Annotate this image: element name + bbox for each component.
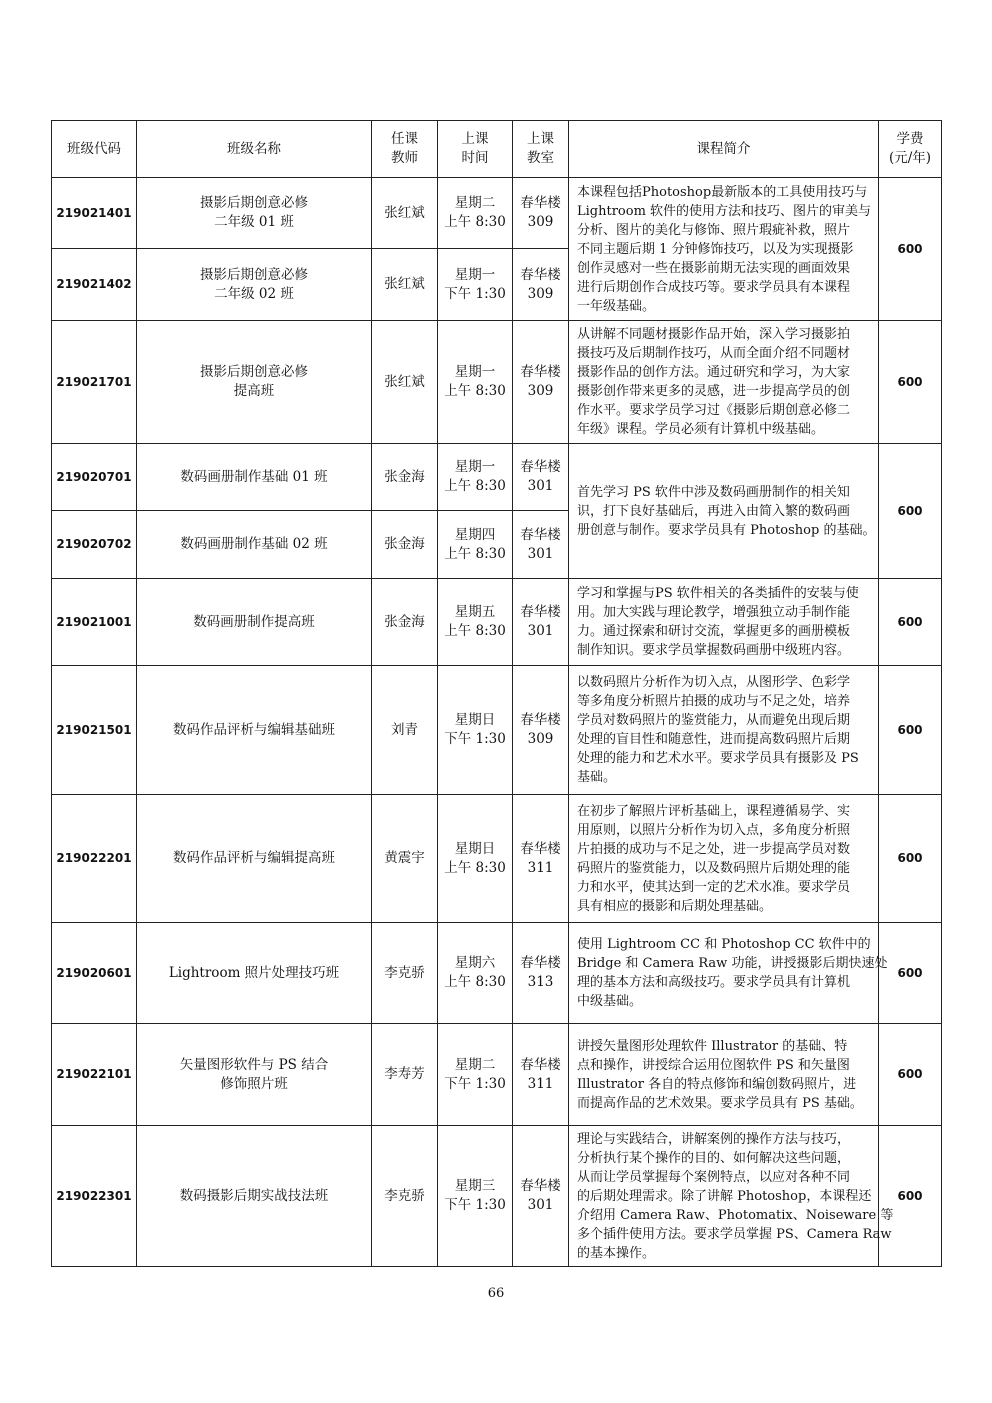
header-row bbox=[52, 121, 942, 178]
class-time: 星期日 下午 1:30 bbox=[438, 666, 513, 795]
class-time: 星期二 上午 8:30 bbox=[438, 178, 513, 249]
teacher: 李克骄 bbox=[372, 1126, 438, 1267]
class-name: 数码画册制作提高班 bbox=[137, 579, 372, 666]
classroom: 春华楼 301 bbox=[513, 511, 569, 579]
class-time: 星期六 上午 8:30 bbox=[438, 923, 513, 1024]
table-row bbox=[52, 321, 942, 444]
course-intro: 学习和掌握与PS 软件相关的各类插件的安装与使 用。加大实践与理论教学，增强独立动手制作能 力。通过探索和研讨交流，掌握更多的画册模板 制作知识。要求学员掌握数码画册中级班内容。 bbox=[569, 579, 879, 666]
tuition-fee: 600 bbox=[879, 1126, 942, 1267]
teacher: 李克骄 bbox=[372, 923, 438, 1024]
teacher: 张红斌 bbox=[372, 178, 438, 249]
teacher: 黄震宇 bbox=[372, 795, 438, 923]
course-intro: 讲授矢量图形处理软件 Illustrator 的基础、特 点和操作，讲授综合运用位图软件 PS 和矢量图 Illustrator 各自的特点修饰和编创数码照片，进 而提高作品的艺术效果。要求学员具有 PS 基础。 bbox=[569, 1024, 879, 1126]
header-intro: 课程简介 bbox=[569, 121, 879, 178]
class-name: 数码摄影后期实战技法班 bbox=[137, 1126, 372, 1267]
tuition-fee: 600 bbox=[879, 321, 942, 444]
table-row bbox=[52, 579, 942, 666]
classroom: 春华楼 309 bbox=[513, 178, 569, 249]
teacher: 张金海 bbox=[372, 511, 438, 579]
class-code: 219020601 bbox=[52, 923, 137, 1024]
tuition-fee: 600 bbox=[879, 1024, 942, 1126]
class-time: 星期一 上午 8:30 bbox=[438, 444, 513, 511]
classroom: 春华楼 301 bbox=[513, 579, 569, 666]
class-time: 星期三 下午 1:30 bbox=[438, 1126, 513, 1267]
classroom: 春华楼 309 bbox=[513, 249, 569, 321]
classroom: 春华楼 311 bbox=[513, 795, 569, 923]
class-code: 219020702 bbox=[52, 511, 137, 579]
table-row bbox=[52, 444, 942, 511]
course-intro: 从讲解不同题材摄影作品开始，深入学习摄影拍 摄技巧及后期制作技巧，从而全面介绍不同题材 摄影作品的创作方法。通过研究和学习，为大家 摄影创作带来更多的灵感，进一步提高学员的创 作水平。要求学员学习过《摄影后期创意必修二 年级》课程。学员必须有计算机中级基础。 bbox=[569, 321, 879, 444]
teacher: 张红斌 bbox=[372, 321, 438, 444]
class-code: 219022201 bbox=[52, 795, 137, 923]
tuition-fee: 600 bbox=[879, 923, 942, 1024]
tuition-fee: 600 bbox=[879, 666, 942, 795]
classroom: 春华楼 309 bbox=[513, 666, 569, 795]
header-name: 班级名称 bbox=[137, 121, 372, 178]
tuition-fee: 600 bbox=[879, 579, 942, 666]
class-time: 星期五 上午 8:30 bbox=[438, 579, 513, 666]
table-row bbox=[52, 1024, 942, 1126]
class-time: 星期一 下午 1:30 bbox=[438, 249, 513, 321]
class-time: 星期四 上午 8:30 bbox=[438, 511, 513, 579]
table-row bbox=[52, 795, 942, 923]
tuition-fee: 600 bbox=[879, 444, 942, 579]
class-name: 数码画册制作基础 02 班 bbox=[137, 511, 372, 579]
header-code: 班级代码 bbox=[52, 121, 137, 178]
class-name: 摄影后期创意必修 二年级 02 班 bbox=[137, 249, 372, 321]
classroom: 春华楼 311 bbox=[513, 1024, 569, 1126]
class-time: 星期日 上午 8:30 bbox=[438, 795, 513, 923]
table-row bbox=[52, 1126, 942, 1267]
class-time: 星期二 下午 1:30 bbox=[438, 1024, 513, 1126]
class-code: 219021402 bbox=[52, 249, 137, 321]
class-code: 219021001 bbox=[52, 579, 137, 666]
header-fee: 学费 (元/年) bbox=[879, 121, 942, 178]
teacher: 李寿芳 bbox=[372, 1024, 438, 1126]
course-intro: 理论与实践结合，讲解案例的操作方法与技巧， 分析执行某个操作的目的、如何解决这些问题， 从而让学员掌握每个案例特点，以应对各种不同 的后期处理需求。除了讲解 Photoshop，本课程还 介绍用 Camera Raw、Photomatix、Noiseware 等 多个插件使用方法。要求学员掌握 PS、Camera Raw 的基本操作。 bbox=[569, 1126, 879, 1267]
class-name: 数码作品评析与编辑基础班 bbox=[137, 666, 372, 795]
class-name: 数码作品评析与编辑提高班 bbox=[137, 795, 372, 923]
teacher: 张金海 bbox=[372, 579, 438, 666]
course-intro: 以数码照片分析作为切入点，从图形学、色彩学 等多角度分析照片拍摄的成功与不足之处，培养 学员对数码照片的鉴赏能力，从而避免出现后期 处理的盲目性和随意性，进而提高数码照片后期 处理的能力和艺术水平。要求学员具有摄影及 PS 基础。 bbox=[569, 666, 879, 795]
classroom: 春华楼 301 bbox=[513, 444, 569, 511]
class-name: Lightroom 照片处理技巧班 bbox=[137, 923, 372, 1024]
table-row bbox=[52, 923, 942, 1024]
class-code: 219022301 bbox=[52, 1126, 137, 1267]
class-code: 219021401 bbox=[52, 178, 137, 249]
class-name: 矢量图形软件与 PS 结合 修饰照片班 bbox=[137, 1024, 372, 1126]
class-code: 219020701 bbox=[52, 444, 137, 511]
class-time: 星期一 上午 8:30 bbox=[438, 321, 513, 444]
classroom: 春华楼 301 bbox=[513, 1126, 569, 1267]
header-room: 上课 教室 bbox=[513, 121, 569, 178]
tuition-fee: 600 bbox=[879, 795, 942, 923]
course-intro: 本课程包括Photoshop最新版本的工具使用技巧与 Lightroom 软件的使用方法和技巧、图片的审美与 分析、图片的美化与修饰、照片瑕疵补救，照片 不同主题后期 1 分钟修饰技巧，以及为实现摄影 创作灵感对一些在摄影前期无法实现的画面效果 进行后期创作合成技巧等。要求学员具有本课程 一年级基础。 bbox=[569, 178, 879, 321]
class-name: 摄影后期创意必修 提高班 bbox=[137, 321, 372, 444]
class-code: 219022101 bbox=[52, 1024, 137, 1126]
page-number: 66 bbox=[487, 1286, 505, 1301]
course-intro: 在初步了解照片评析基础上，课程遵循易学、实 用原则，以照片分析作为切入点，多角度分析照 片拍摄的成功与不足之处，进一步提高学员对数 码照片的鉴赏能力，以及数码照片后期处理的能 力和水平，使其达到一定的艺术水准。要求学员 具有相应的摄影和后期处理基础。 bbox=[569, 795, 879, 923]
class-name: 数码画册制作基础 01 班 bbox=[137, 444, 372, 511]
course-intro: 首先学习 PS 软件中涉及数码画册制作的相关知 识，打下良好基础后，再进入由简入繁的数码画 册创意与制作。要求学员具有 Photoshop 的基础。 bbox=[569, 444, 879, 579]
classroom: 春华楼 313 bbox=[513, 923, 569, 1024]
course-intro: 使用 Lightroom CC 和 Photoshop CC 软件中的 Bridge 和 Camera Raw 功能，讲授摄影后期快速处 理的基本方法和高级技巧。要求学员具有计算机 中级基础。 bbox=[569, 923, 879, 1024]
header-time: 上课 时间 bbox=[438, 121, 513, 178]
class-code: 219021501 bbox=[52, 666, 137, 795]
table-row bbox=[52, 666, 942, 795]
teacher: 刘青 bbox=[372, 666, 438, 795]
teacher: 张金海 bbox=[372, 444, 438, 511]
classroom: 春华楼 309 bbox=[513, 321, 569, 444]
class-name: 摄影后期创意必修 二年级 01 班 bbox=[137, 178, 372, 249]
teacher: 张红斌 bbox=[372, 249, 438, 321]
table-row bbox=[52, 178, 942, 249]
header-teacher: 任课 教师 bbox=[372, 121, 438, 178]
tuition-fee: 600 bbox=[879, 178, 942, 321]
class-code: 219021701 bbox=[52, 321, 137, 444]
course-table bbox=[51, 120, 942, 1267]
